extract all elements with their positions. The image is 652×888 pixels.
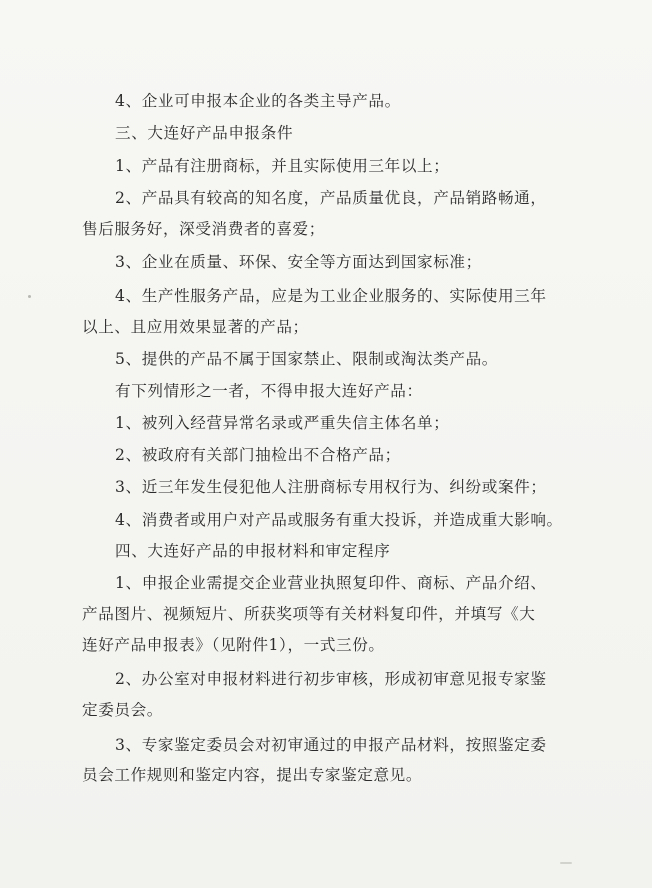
text-line-4: 2、产品具有较高的知名度，产品质量优良，产品销路畅通，: [115, 189, 547, 207]
text-line-7: 4、生产性服务产品，应是为工业企业服务的、实际使用三年: [115, 287, 547, 305]
text-line-11: 1、被列入经营异常名录或严重失信主体名单；: [115, 414, 450, 432]
scan-speck: [28, 295, 31, 298]
text-line-19: 2、办公室对申报材料进行初步审核，形成初审意见报专家鉴: [115, 670, 547, 688]
text-line-6: 3、企业在质量、环保、安全等方面达到国家标准；: [115, 253, 482, 271]
text-line-3: 1、产品有注册商标，并且实际使用三年以上；: [115, 157, 450, 175]
text-line-1: 4、企业可申报本企业的各类主导产品。: [115, 92, 401, 110]
text-line-21: 3、专家鉴定委员会对初审通过的申报产品材料，按照鉴定委: [115, 736, 547, 754]
text-line-13: 3、近三年发生侵犯他人注册商标专用权行为、纠纷或案件；: [115, 478, 547, 496]
scan-speck: [560, 862, 572, 864]
section-heading-4: 四、大连好产品的申报材料和审定程序: [115, 542, 391, 560]
text-line-12: 2、被政府有关部门抽检出不合格产品；: [115, 446, 401, 464]
text-line-14: 4、消费者或用户对产品或服务有重大投诉，并造成重大影响。: [115, 511, 563, 529]
section-heading-3: 三、大连好产品申报条件: [115, 124, 294, 142]
text-line-9: 5、提供的产品不属于国家禁止、限制或淘汰类产品。: [115, 350, 498, 368]
text-line-10: 有下列情形之一者，不得申报大连好产品：: [115, 382, 423, 400]
text-line-20: 定委员会。: [82, 701, 163, 719]
text-line-5: 售后服务好，深受消费者的喜爱；: [82, 220, 325, 238]
text-line-22: 员会工作规则和鉴定内容，提出专家鉴定意见。: [82, 766, 423, 784]
text-line-16: 1、申报企业需提交企业营业执照复印件、商标、产品介绍、: [115, 574, 547, 592]
text-line-8: 以上、且应用效果显著的产品；: [82, 318, 309, 336]
text-line-17: 产品图片、视频短片、所获奖项等有关材料复印件，并填写《大: [82, 605, 536, 623]
text-line-18: 连好产品申报表》（见附件1），一式三份。: [82, 636, 385, 654]
